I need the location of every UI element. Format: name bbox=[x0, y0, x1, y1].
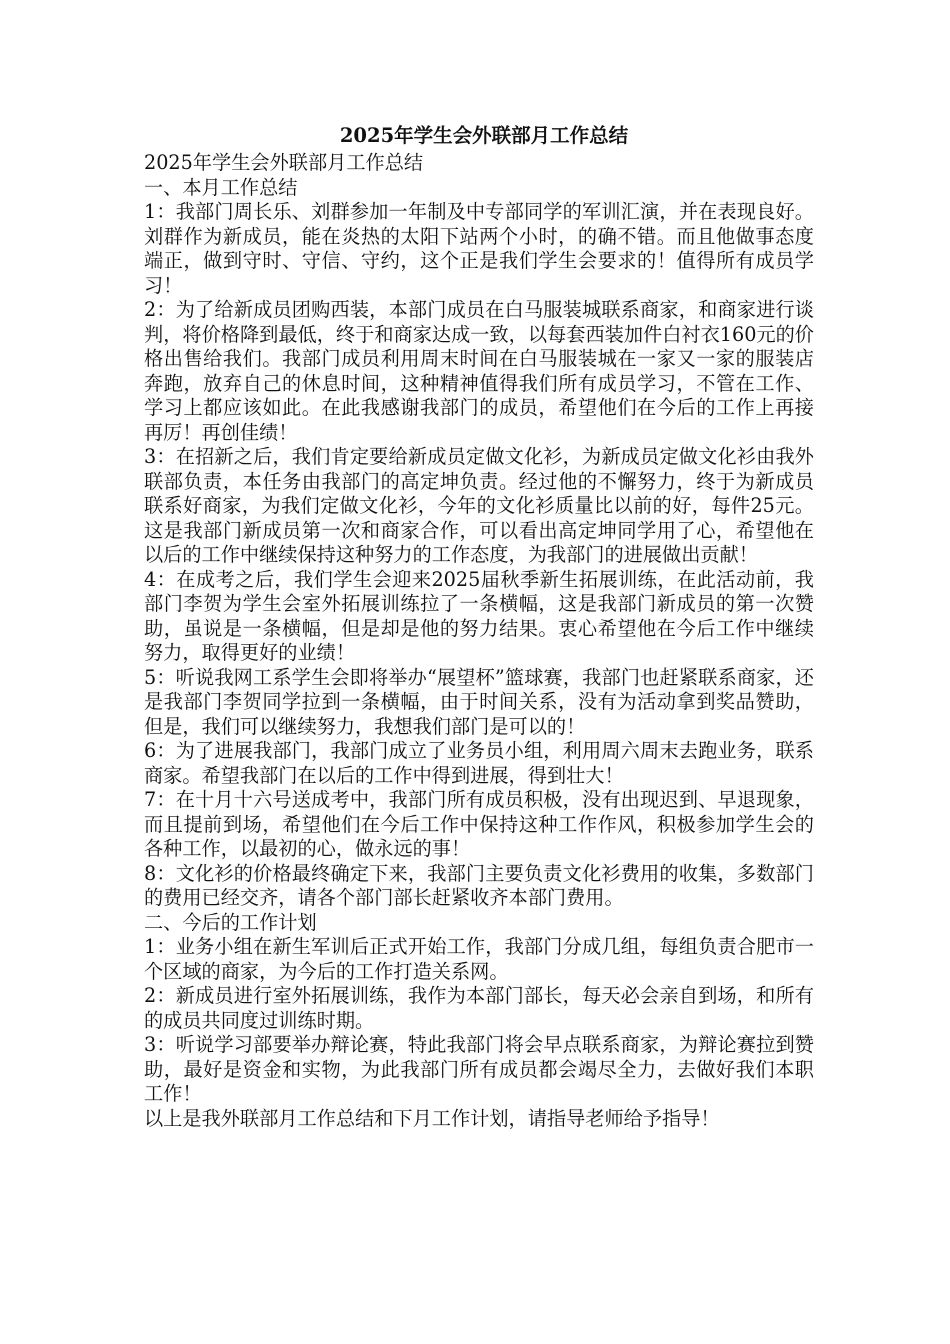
summary-item: 1：我部门周长乐、刘群参加一年制及中专部同学的军训汇演，并在表现良好。刘群作为新成员，能在炎热的太阳下站两个小时，的确不错。而且他做事态度端正，做到守时、守信、守约，这个正是我们学生会要求的！值得所有成员学习！ bbox=[144, 200, 814, 297]
plan-item: 2：新成员进行室外拓展训练，我作为本部门部长，每天必会亲自到场，和所有的成员共同度过训练时期。 bbox=[144, 984, 814, 1032]
document-title: 2025年学生会外联部月工作总结 bbox=[339, 124, 629, 147]
plan-item: 1：业务小组在新生军训后正式开始工作，我部门分成几组，每组负责合肥市一个区域的商家，为今后的工作打造关系网。 bbox=[144, 935, 814, 983]
plan-item: 3：听说学习部要举办辩论赛，特此我部门将会早点联系商家，为辩论赛拉到赞助，最好是资金和实物，为此我部门所有成员都会竭尽全力，去做好我们本职工作！ bbox=[144, 1033, 814, 1105]
summary-item: 7：在十月十六号送成考中，我部门所有成员积极，没有出现迟到、早退现象，而且提前到场，希望他们在今后工作中保持这种工作作风，积极参加学生会的各种工作，以最初的心，做永远的事！ bbox=[144, 788, 814, 860]
summary-item: 3：在招新之后，我们肯定要给新成员定做文化衫，为新成员定做文化衫由我外联部负责，本任务由我部门的高定坤负责。经过他的不懈努力，终于为新成员联系好商家，为我们定做文化衫，今年的文化衫质量比以前的好，每件25元。这是我部门新成员第一次和商家合作，可以看出高定坤同学用了心，希望他在以后的工作中继续保持这种努力的工作态度，为我部门的进展做出贡献！ bbox=[144, 445, 814, 566]
summary-item: 5：听说我网工系学生会即将举办“展望杯”篮球赛，我部门也赶紧联系商家，还是我部门李贺同学拉到一条横幅，由于时间关系，没有为活动拿到奖品赞助，但是，我们可以继续努力，我想我们部门是可以的！ bbox=[144, 665, 814, 738]
section-heading-summary: 一、本月工作总结 bbox=[144, 175, 298, 199]
closing-remark: 以上是我外联部月工作总结和下月工作计划，请指导老师给予指导！ bbox=[144, 1106, 720, 1130]
document-subtitle: 2025年学生会外联部月工作总结 bbox=[144, 151, 424, 174]
summary-item: 6：为了进展我部门，我部门成立了业务员小组，利用周六周末去跑业务，联系商家。希望我部门在以后的工作中得到进展，得到壮大！ bbox=[144, 739, 814, 787]
summary-item: 2：为了给新成员团购西装，本部门成员在白马服装城联系商家，和商家进行谈判，将价格降到最低，终于和商家达成一致，以每套西装加件白衬衣160元的价格出售给我们。我部门成员利用周末时间在白马服装城在一家又一家的服装店奔跑，放弃自己的休息时间，这种精神值得我们所有成员学习，不管在工作、学习上都应该如此。在此我感谢我部门的成员，希望他们在今后的工作上再接再厉！再创佳绩！ bbox=[144, 298, 814, 444]
summary-item: 8：文化衫的价格最终确定下来，我部门主要负责文化衫费用的收集，多数部门的费用已经交齐，请各个部门部长赶紧收齐本部门费用。 bbox=[144, 861, 814, 909]
document-body bbox=[144, 121, 814, 1131]
section-heading-plan: 二、今后的工作计划 bbox=[144, 910, 317, 934]
summary-item: 4：在成考之后，我们学生会迎来2025届秋季新生拓展训练，在此活动前，我部门李贺为学生会室外拓展训练拉了一条横幅，这是我部门新成员的第一次赞助，虽说是一条横幅，但是却是他的努力结果。衷心希望他在今后工作中继续努力，取得更好的业绩！ bbox=[144, 567, 814, 664]
